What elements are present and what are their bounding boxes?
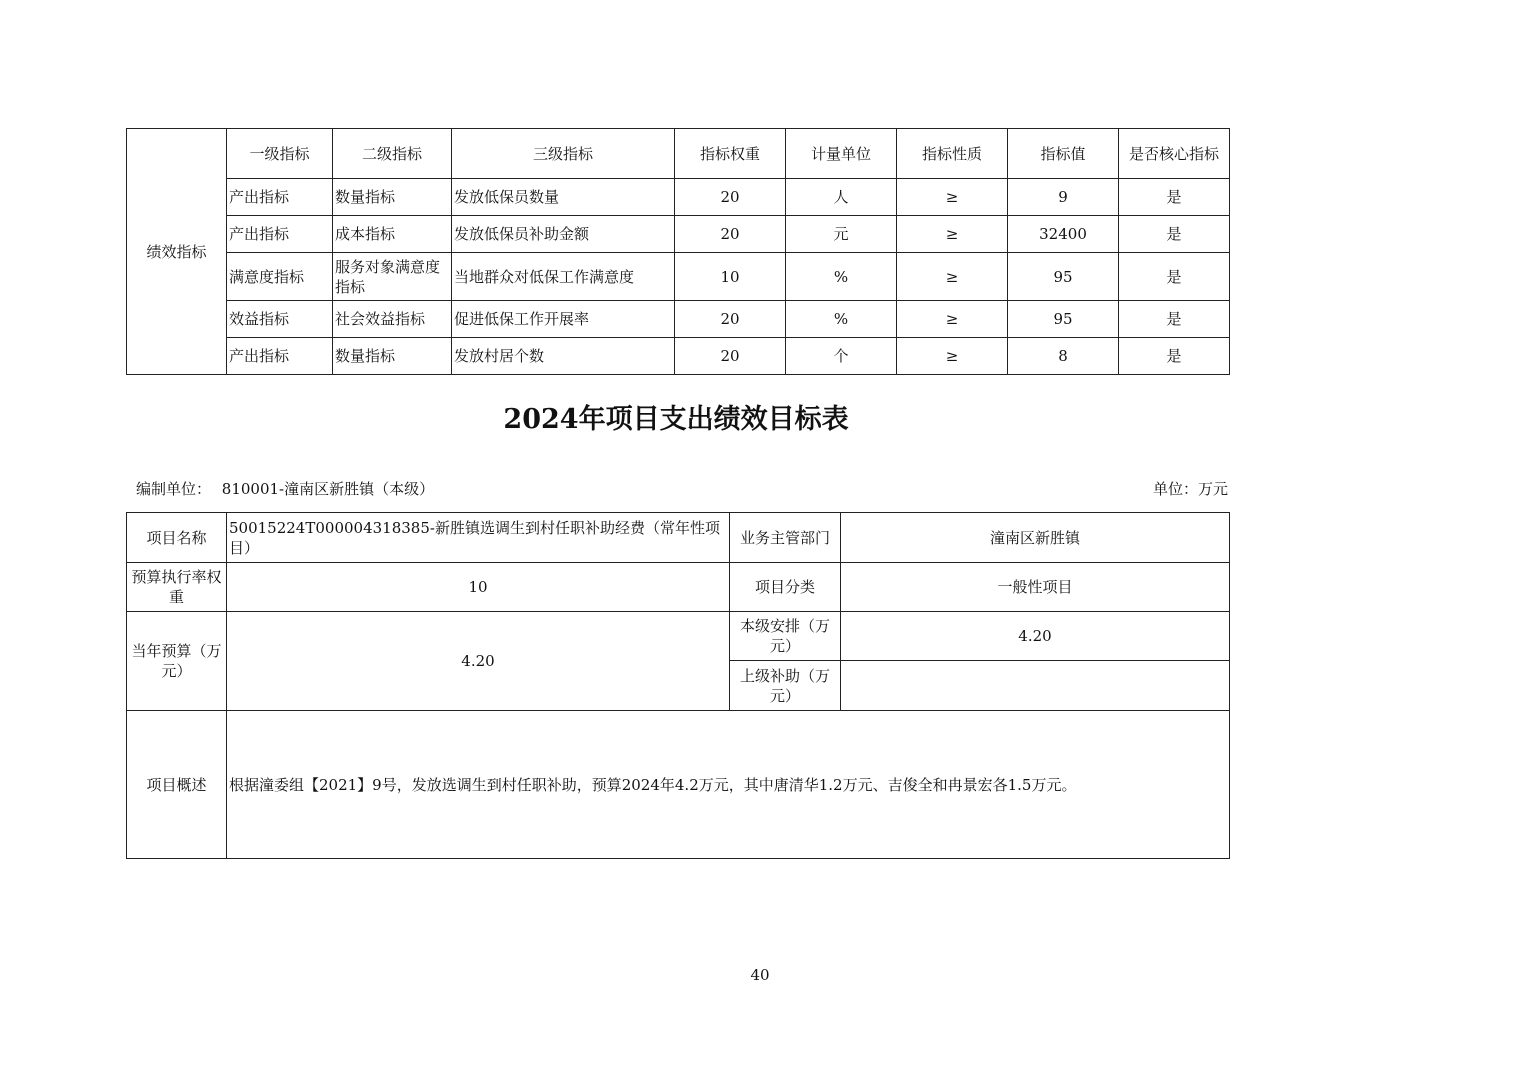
cell: 8 <box>1008 338 1119 375</box>
currency-unit: 单位：万元 <box>1152 480 1228 498</box>
cell: 20 <box>675 338 786 375</box>
column-header: 计量单位 <box>786 129 897 179</box>
cell: 当地群众对低保工作满意度 <box>452 253 675 301</box>
cell: 20 <box>675 216 786 253</box>
cell: 32400 <box>1008 216 1119 253</box>
cell: 产出指标 <box>227 216 333 253</box>
cell: 发放低保员补助金额 <box>452 216 675 253</box>
cell: 发放村居个数 <box>452 338 675 375</box>
page-title: 2024年项目支出绩效目标表 <box>503 404 849 435</box>
cell: 95 <box>1008 253 1119 301</box>
cell: 是 <box>1119 216 1230 253</box>
table-row <box>127 301 1230 338</box>
execution-rate-value: 10 <box>227 563 730 612</box>
cell: 是 <box>1119 301 1230 338</box>
annual-budget-value: 4.20 <box>227 612 730 711</box>
cell: 社会效益指标 <box>333 301 452 338</box>
cell: 元 <box>786 216 897 253</box>
table-row <box>127 216 1230 253</box>
section-label: 绩效指标 <box>127 129 227 375</box>
cell: 是 <box>1119 253 1230 301</box>
cell: 95 <box>1008 301 1119 338</box>
cell: 产出指标 <box>227 179 333 216</box>
department-value: 潼南区新胜镇 <box>841 513 1230 563</box>
project-overview-value: 根据潼委组【2021】9号，发放选调生到村任职补助，预算2024年4.2万元，其中唐清华1.2万元、吉俊全和冉景宏各1.5万元。 <box>227 711 1230 859</box>
project-overview-label: 项目概述 <box>127 711 227 859</box>
cell: ≥ <box>897 179 1008 216</box>
table-row <box>127 338 1230 375</box>
cell: 是 <box>1119 338 1230 375</box>
cell: 效益指标 <box>227 301 333 338</box>
table-row <box>127 612 1230 661</box>
cell: % <box>786 253 897 301</box>
project-name-label: 项目名称 <box>127 513 227 563</box>
cell: ≥ <box>897 301 1008 338</box>
column-header: 指标性质 <box>897 129 1008 179</box>
cell: % <box>786 301 897 338</box>
table-row <box>127 513 1230 563</box>
cell: 满意度指标 <box>227 253 333 301</box>
column-header: 一级指标 <box>227 129 333 179</box>
cell: 个 <box>786 338 897 375</box>
column-header: 指标值 <box>1008 129 1119 179</box>
local-allocation-value: 4.20 <box>841 612 1230 661</box>
annual-budget-label: 当年预算（万元） <box>127 612 227 711</box>
cell: 20 <box>675 301 786 338</box>
table-row <box>127 253 1230 301</box>
table-row <box>127 711 1230 859</box>
cell: 10 <box>675 253 786 301</box>
compiling-unit-label: 编制单位： <box>136 480 212 498</box>
upper-subsidy-label: 上级补助（万元） <box>730 661 841 711</box>
cell: ≥ <box>897 253 1008 301</box>
cell: 服务对象满意度指标 <box>333 253 452 301</box>
cell: ≥ <box>897 216 1008 253</box>
local-allocation-label: 本级安排（万元） <box>730 612 841 661</box>
execution-rate-label: 预算执行率权重 <box>127 563 227 612</box>
column-header: 指标权重 <box>675 129 786 179</box>
project-info-table <box>126 512 1230 859</box>
column-header: 二级指标 <box>333 129 452 179</box>
cell: 20 <box>675 179 786 216</box>
cell: 数量指标 <box>333 338 452 375</box>
category-label: 项目分类 <box>730 563 841 612</box>
performance-indicator-table <box>126 128 1230 375</box>
table-row <box>127 179 1230 216</box>
compiling-unit <box>136 478 434 500</box>
column-header: 是否核心指标 <box>1119 129 1230 179</box>
cell: 促进低保工作开展率 <box>452 301 675 338</box>
cell: 发放低保员数量 <box>452 179 675 216</box>
cell: 产出指标 <box>227 338 333 375</box>
compiling-unit-value: 810001-潼南区新胜镇（本级） <box>221 480 435 498</box>
cell: ≥ <box>897 338 1008 375</box>
cell: 9 <box>1008 179 1119 216</box>
category-value: 一般性项目 <box>841 563 1230 612</box>
page-number: 40 <box>750 966 770 984</box>
upper-subsidy-value <box>841 661 1230 711</box>
project-name-value: 50015224T000004318385-新胜镇选调生到村任职补助经费（常年性项目） <box>227 513 730 563</box>
column-header: 三级指标 <box>452 129 675 179</box>
table-header-row <box>127 129 1230 179</box>
cell: 是 <box>1119 179 1230 216</box>
department-label: 业务主管部门 <box>730 513 841 563</box>
table-row <box>127 563 1230 612</box>
cell: 成本指标 <box>333 216 452 253</box>
cell: 数量指标 <box>333 179 452 216</box>
cell: 人 <box>786 179 897 216</box>
